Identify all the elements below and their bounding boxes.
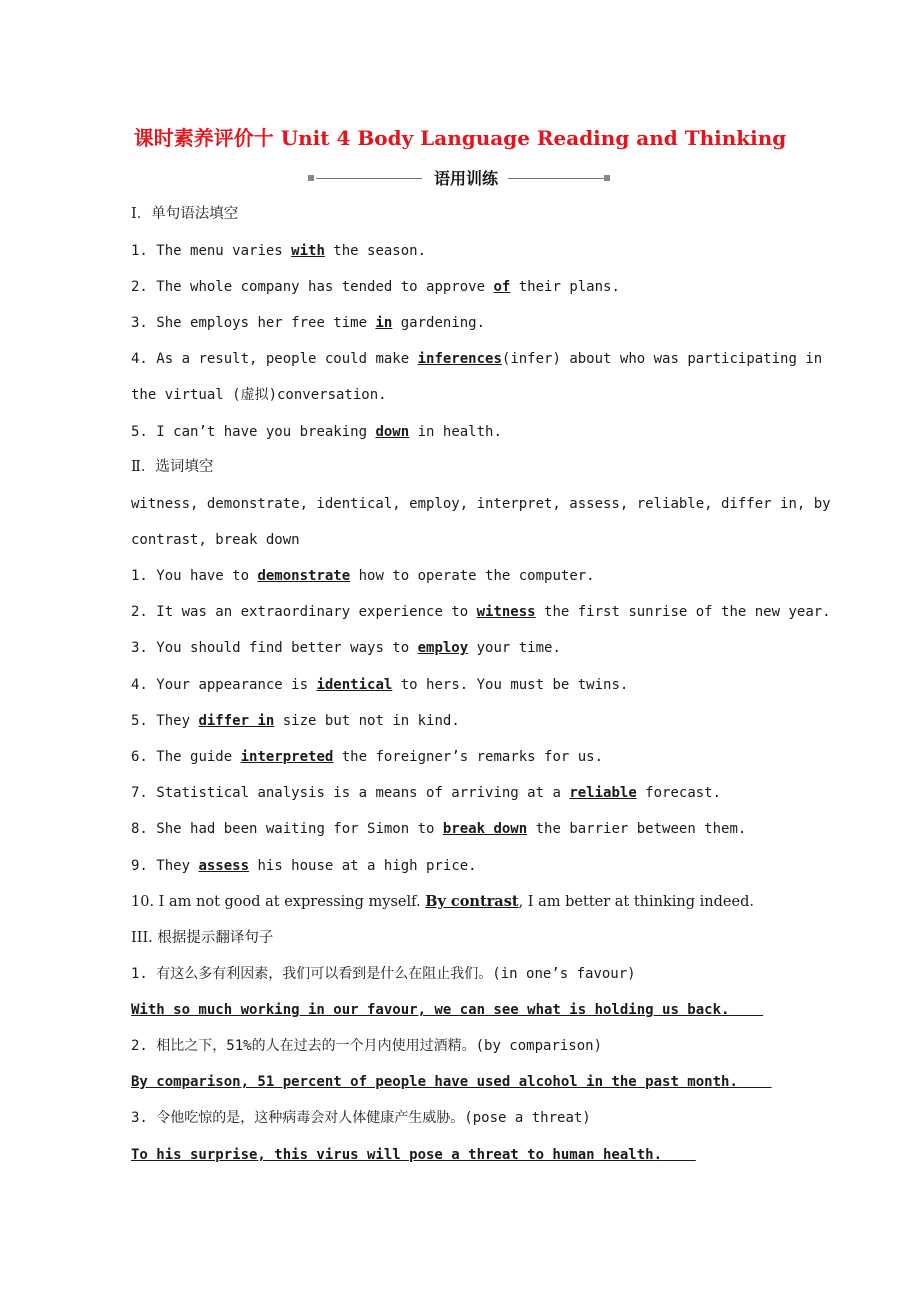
part2-item-3	[131, 638, 561, 658]
item-text-after: your time.	[468, 640, 561, 656]
part1-item-3	[131, 313, 485, 333]
part3-item-2-answer	[131, 1072, 772, 1092]
item-number: 3.	[131, 1110, 148, 1126]
part1-heading: Ⅰ．单句语法填空	[131, 206, 239, 222]
item-text-after: in health.	[409, 424, 502, 440]
item-text-before: As a result, people could make	[156, 351, 418, 367]
part2-item-1	[131, 566, 595, 586]
answer-blank: witness	[476, 604, 536, 620]
answer-blank: down	[375, 424, 410, 440]
item-text-after: gardening.	[392, 315, 486, 331]
word-bank-line-2: contrast, break down	[131, 532, 300, 548]
item-text-after: their plans.	[510, 279, 620, 295]
item-text-after: the barrier between them.	[527, 821, 747, 837]
item-text-before: The whole company has tended to approve	[156, 279, 494, 295]
item-number: 8.	[131, 821, 148, 837]
part2-heading: Ⅱ．选词填空	[131, 459, 214, 475]
item-number: 4.	[131, 351, 148, 367]
part1-item-2	[131, 277, 620, 297]
item-number: 6.	[131, 749, 148, 765]
item-text-before: She employs her free time	[156, 315, 376, 331]
item-text-before: You should find better ways to	[156, 640, 418, 656]
item-text-after: to hers. You must be twins.	[392, 677, 629, 693]
item-text-before: Statistical analysis is a means of arriving at a	[156, 785, 570, 801]
item-text-before: It was an extraordinary experience to	[156, 604, 477, 620]
item-text-after: his house at a high price.	[249, 858, 477, 874]
part1-item-1	[131, 241, 426, 261]
item-number: 1.	[131, 568, 148, 584]
banner-line-left	[316, 178, 422, 179]
item-text-after: how to operate the computer.	[350, 568, 595, 584]
part1-item-4-continuation: the virtual (虚拟)conversation.	[131, 387, 387, 403]
answer-line-tail	[729, 1002, 763, 1018]
answer-blank: interpreted	[240, 749, 334, 765]
answer-line-tail	[662, 1147, 696, 1163]
part3-heading: III. 根据提示翻译句子	[131, 930, 274, 946]
item-number: 3.	[131, 640, 148, 656]
item-number: 1.	[131, 243, 148, 259]
item-prompt: 有这么多有利因素，我们可以看到是什么在阻止我们。(in one’s favour)	[156, 966, 636, 982]
item-text-before: I can’t have you breaking	[156, 424, 376, 440]
part3-item-3-answer	[131, 1145, 696, 1165]
item-text-before: Your appearance is	[156, 677, 317, 693]
item-number: 4.	[131, 677, 148, 693]
item-number: 9.	[131, 858, 148, 874]
part3-item-1-prompt	[131, 964, 636, 984]
item-text-before: She had been waiting for Simon to	[156, 821, 443, 837]
item-text-after: (infer) about who was participating in	[501, 351, 823, 367]
part2-item-10	[131, 892, 754, 912]
answer-blank: break down	[442, 821, 528, 837]
item-number: 2.	[131, 1038, 148, 1054]
translation-answer: With so much working in our favour, we can see what is holding us back.	[131, 1002, 730, 1018]
answer-blank: with	[291, 243, 325, 259]
answer-blank: inferences	[417, 351, 502, 367]
item-number: 1.	[131, 966, 148, 982]
item-number: 2.	[131, 279, 148, 295]
part1-item-5	[131, 422, 502, 442]
section-banner-label: 语用训练	[433, 169, 498, 188]
item-number: 5.	[131, 713, 148, 729]
translation-answer: By comparison, 51 percent of people have used alcohol in the past month.	[131, 1074, 738, 1090]
part2-item-5	[131, 711, 460, 731]
item-prompt: 令他吃惊的是，这种病毒会对人体健康产生威胁。(pose a threat)	[156, 1110, 591, 1126]
item-number: 7.	[131, 785, 148, 801]
banner-dot-right	[604, 175, 610, 181]
translation-answer: To his surprise, this virus will pose a threat to human health.	[131, 1147, 663, 1163]
item-text-after: the season.	[324, 243, 427, 259]
answer-blank: By contrast	[425, 893, 519, 910]
item-text-after: the first sunrise of the new year.	[535, 604, 831, 620]
item-text-before: The guide	[156, 749, 241, 765]
part2-item-9	[131, 856, 477, 876]
answer-blank: of	[493, 279, 511, 295]
page-title: 课时素养评价十 Unit 4 Body Language Reading and Thinking	[133, 126, 787, 150]
item-text-before: You have to	[156, 568, 258, 584]
item-text-before: The menu varies	[156, 243, 292, 259]
item-text-after: the foreigner’s remarks for us.	[333, 749, 604, 765]
item-text-before: They	[156, 858, 199, 874]
part3-item-2-prompt	[131, 1036, 602, 1056]
item-text-after: , I am better at thinking indeed.	[518, 894, 754, 910]
item-text-after: size but not in kind.	[274, 713, 460, 729]
item-number: 10.	[131, 894, 155, 910]
part2-item-8	[131, 819, 746, 839]
answer-blank: assess	[198, 858, 250, 874]
answer-blank: demonstrate	[257, 568, 351, 584]
answer-blank: employ	[417, 640, 469, 656]
part1-item-4	[131, 349, 822, 369]
item-number: 5.	[131, 424, 148, 440]
answer-blank: identical	[316, 677, 393, 693]
item-number: 3.	[131, 315, 148, 331]
item-text-before: They	[156, 713, 199, 729]
answer-line-tail	[738, 1074, 772, 1090]
answer-blank: in	[375, 315, 393, 331]
item-number: 2.	[131, 604, 148, 620]
section-banner	[0, 166, 920, 190]
answer-blank: reliable	[569, 785, 637, 801]
part3-item-1-answer	[131, 1000, 763, 1020]
banner-line-right	[508, 178, 606, 179]
banner-dot-left	[308, 175, 314, 181]
part2-item-7	[131, 783, 721, 803]
item-prompt: 相比之下，51%的人在过去的一个月内使用过酒精。(by comparison)	[156, 1038, 603, 1054]
part2-item-6	[131, 747, 603, 767]
item-text-after: forecast.	[636, 785, 722, 801]
part2-item-2	[131, 602, 831, 622]
item-text-before: I am not good at expressing myself.	[158, 894, 426, 910]
answer-blank: differ in	[198, 713, 275, 729]
part3-item-3-prompt	[131, 1108, 591, 1128]
part2-item-4	[131, 675, 628, 695]
word-bank-line-1: witness, demonstrate, identical, employ, interpret, assess, reliable, differ in, by	[131, 496, 831, 512]
